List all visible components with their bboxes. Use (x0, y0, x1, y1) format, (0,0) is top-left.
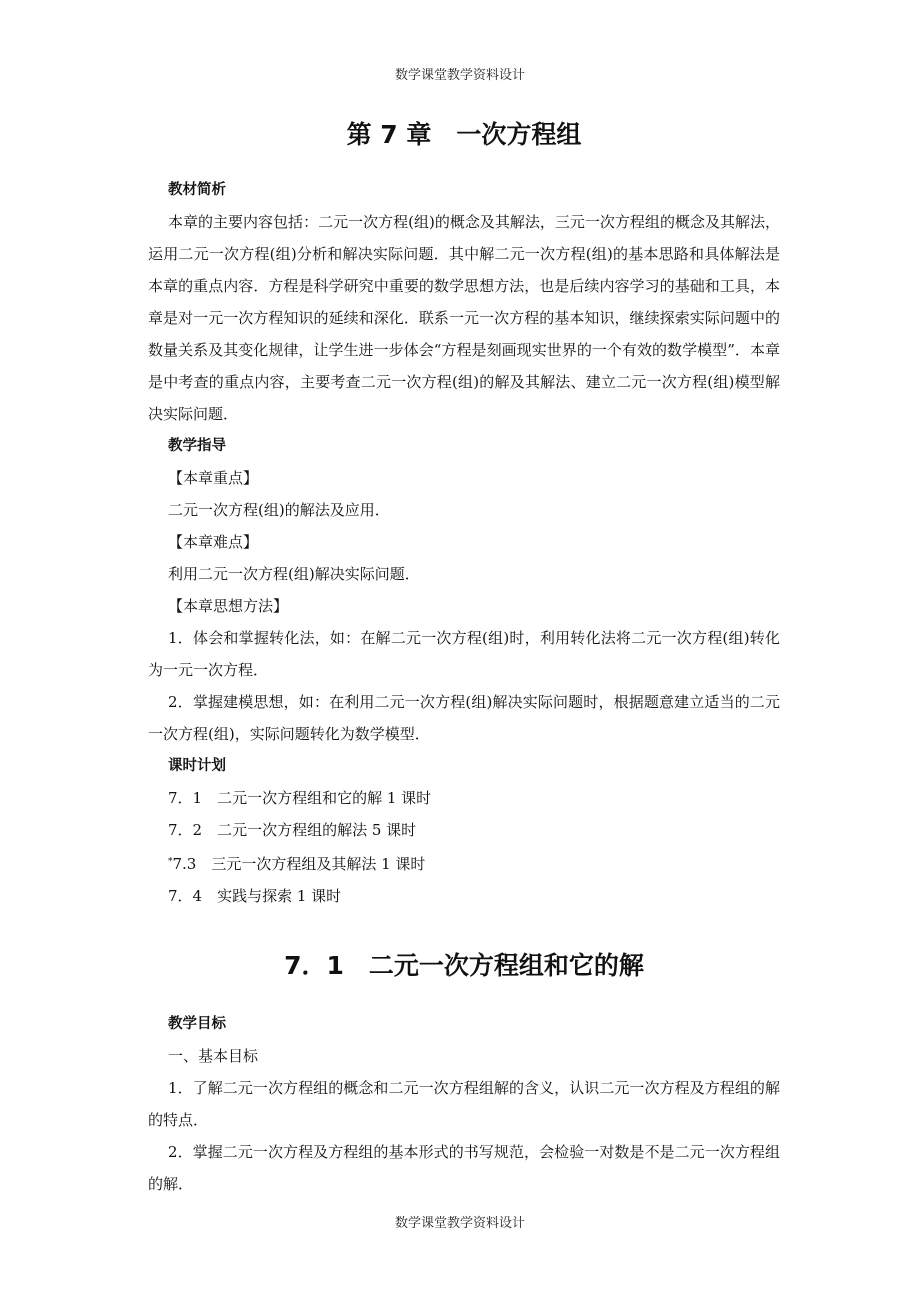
textbook-analysis-body: 本章的主要内容包括：二元一次方程(组)的概念及其解法，三元一次方程组的概念及其解法，运用二元一次方程(组)分析和解决实际问题．其中解二元一次方程(组)的基本思路和具体解法是本章的重点内容．方程是科学研究中重要的数学思想方法，也是后续内容学习的基础和工具，本章是对一元一次方程知识的延续和深化．联系一元一次方程的基本知识，继续探索实际问题中的数量关系及其变化规律，让学生进一步体会“方程是刻画现实世界的一个有效的数学模型”．本章是中考查的重点内容，主要考查二元一次方程(组)的解及其解法、建立二元一次方程(组)模型解决实际问题． (148, 213, 780, 423)
difficulty-label: 【本章难点】 (168, 533, 259, 551)
schedule-heading: 课时计划 (168, 758, 226, 774)
schedule-item-1: 7．1 二元一次方程组和它的解 1 课时 (168, 789, 432, 807)
goals-heading: 教学目标 (168, 1016, 226, 1032)
running-footer: 数学课堂教学资料设计 (394, 1216, 525, 1231)
method-label: 【本章思想方法】 (168, 597, 289, 615)
running-header: 数学课堂教学资料设计 (394, 68, 525, 83)
goal-item-2: 2．掌握二元一次方程及方程组的基本形式的书写规范，会检验一对数是不是二元一次方程组的解． (148, 1143, 780, 1193)
optional-mark: * (168, 857, 173, 867)
schedule-item-4: 7．4 实践与探索 1 课时 (168, 887, 342, 905)
key-point-label: 【本章重点】 (168, 469, 259, 487)
goal-item-1: 1．了解二元一次方程组的概念和二元一次方程组解的含义，认识二元一次方程及方程组的解的特点． (148, 1079, 780, 1129)
method-item-2: 2．掌握建模思想，如：在利用二元一次方程(组)解决实际问题时，根据题意建立适当的二元一次方程(组)，实际问题转化为数学模型． (148, 693, 780, 743)
teaching-guide-heading: 教学指导 (168, 438, 226, 454)
schedule-item-2: 7．2 二元一次方程组的解法 5 课时 (168, 821, 417, 839)
schedule-item-3 (148, 846, 780, 880)
textbook-analysis-heading: 教材简析 (168, 182, 226, 198)
schedule-item-3-text: 7.3 三元一次方程组及其解法 1 课时 (172, 855, 426, 873)
section-title: 7．1 二元一次方程组和它的解 (284, 951, 644, 980)
difficulty-text: 利用二元一次方程(组)解决实际问题． (168, 565, 420, 583)
method-item-1: 1．体会和掌握转化法，如：在解二元一次方程(组)时，利用转化法将二元一次方程(组)转化为一元一次方程． (148, 629, 780, 679)
key-point-text: 二元一次方程(组)的解法及应用． (168, 501, 390, 519)
chapter-title: 第 7 章 一次方程组 (346, 120, 582, 149)
page-content (148, 118, 780, 1200)
basic-goals-heading: 一、基本目标 (168, 1047, 259, 1065)
